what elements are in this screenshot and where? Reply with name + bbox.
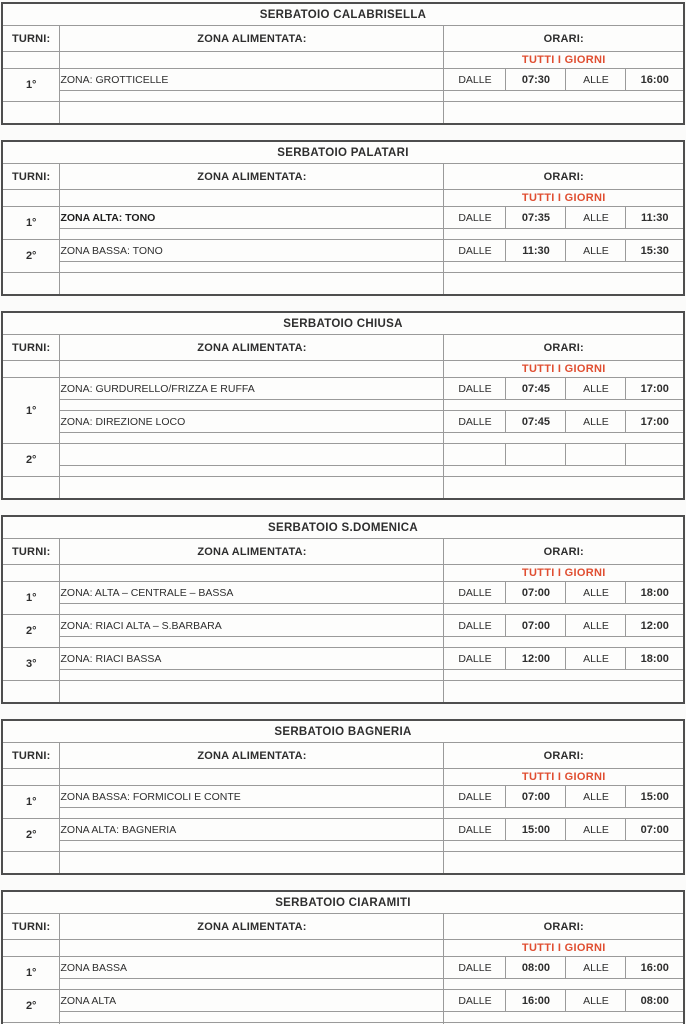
- dalle-time: 07:00: [506, 786, 566, 808]
- schedule-table: [1, 719, 685, 875]
- zona-empty-cell: [60, 940, 444, 957]
- dalle-label: DALLE: [444, 819, 506, 841]
- alle-label: ALLE: [566, 582, 626, 604]
- orari-spacer-cell: [444, 604, 684, 615]
- zona-cell: ZONA: DIREZIONE LOCO: [60, 411, 444, 433]
- zona-empty-cell: [60, 361, 444, 378]
- turni-bottom-cell: [2, 852, 60, 875]
- turni-empty-cell: [2, 769, 60, 786]
- zona-spacer-cell: [60, 466, 444, 477]
- dalle-time: 15:00: [506, 819, 566, 841]
- orari-header: ORARI:: [444, 743, 684, 769]
- orari-bottom-cell: [444, 102, 684, 125]
- zona-alimentata-header: ZONA ALIMENTATA:: [60, 914, 444, 940]
- serbatoio-section: [0, 704, 686, 875]
- alle-label: [566, 444, 626, 466]
- turni-header: TURNI:: [2, 539, 60, 565]
- zona-spacer-cell: [60, 433, 444, 444]
- turno-label: 2°: [2, 615, 60, 648]
- zona-spacer-cell: [60, 979, 444, 990]
- alle-label: ALLE: [566, 240, 626, 262]
- tutti-i-giorni-label: TUTTI I GIORNI: [444, 769, 684, 786]
- alle-label: ALLE: [566, 786, 626, 808]
- orari-spacer-cell: [444, 637, 684, 648]
- orari-spacer-cell: [444, 979, 684, 990]
- orari-bottom-cell: [444, 852, 684, 875]
- zona-empty-cell: [60, 769, 444, 786]
- alle-label: ALLE: [566, 207, 626, 229]
- dalle-label: DALLE: [444, 615, 506, 637]
- dalle-label: DALLE: [444, 378, 506, 400]
- alle-time: 08:00: [626, 990, 684, 1012]
- alle-time: [626, 444, 684, 466]
- turni-header: TURNI:: [2, 914, 60, 940]
- dalle-time: [506, 444, 566, 466]
- zona-cell: ZONA ALTA: [60, 990, 444, 1012]
- alle-time: 15:30: [626, 240, 684, 262]
- alle-time: 16:00: [626, 957, 684, 979]
- tutti-i-giorni-label: TUTTI I GIORNI: [444, 565, 684, 582]
- zona-cell: ZONA: GROTTICELLE: [60, 69, 444, 91]
- dalle-label: DALLE: [444, 648, 506, 670]
- alle-time: 12:00: [626, 615, 684, 637]
- zona-spacer-cell: [60, 808, 444, 819]
- zona-spacer-cell: [60, 262, 444, 273]
- orari-spacer-cell: [444, 91, 684, 102]
- orari-spacer-cell: [444, 400, 684, 411]
- dalle-time: 07:00: [506, 582, 566, 604]
- serbatoio-section: [0, 875, 686, 1024]
- dalle-label: DALLE: [444, 990, 506, 1012]
- tutti-i-giorni-label: TUTTI I GIORNI: [444, 52, 684, 69]
- dalle-label: DALLE: [444, 411, 506, 433]
- turno-label: 2°: [2, 990, 60, 1023]
- zona-empty-cell: [60, 52, 444, 69]
- orari-bottom-cell: [444, 273, 684, 296]
- orari-spacer-cell: [444, 229, 684, 240]
- tutti-i-giorni-label: TUTTI I GIORNI: [444, 190, 684, 207]
- turno-label: 1°: [2, 69, 60, 102]
- table-title: SERBATOIO CALABRISELLA: [2, 3, 684, 26]
- zona-cell: [60, 444, 444, 466]
- alle-time: 07:00: [626, 819, 684, 841]
- serbatoio-section: [0, 500, 686, 704]
- tutti-i-giorni-label: TUTTI I GIORNI: [444, 940, 684, 957]
- alle-time: 15:00: [626, 786, 684, 808]
- dalle-label: DALLE: [444, 69, 506, 91]
- turni-empty-cell: [2, 52, 60, 69]
- orari-spacer-cell: [444, 841, 684, 852]
- alle-time: 17:00: [626, 378, 684, 400]
- serbatoio-section: [0, 0, 686, 125]
- zona-spacer-cell: [60, 841, 444, 852]
- alle-label: ALLE: [566, 378, 626, 400]
- zona-alimentata-header: ZONA ALIMENTATA:: [60, 335, 444, 361]
- turno-label: 1°: [2, 786, 60, 819]
- zona-spacer-cell: [60, 229, 444, 240]
- orari-spacer-cell: [444, 808, 684, 819]
- zona-empty-cell: [60, 565, 444, 582]
- zona-spacer-cell: [60, 670, 444, 681]
- dalle-time: 12:00: [506, 648, 566, 670]
- turno-label: 2°: [2, 240, 60, 273]
- alle-time: 18:00: [626, 582, 684, 604]
- schedule-table: [1, 2, 685, 125]
- dalle-time: 07:45: [506, 378, 566, 400]
- schedule-table: [1, 515, 685, 704]
- schedule-table: [1, 311, 685, 500]
- zona-cell: ZONA BASSA: FORMICOLI E CONTE: [60, 786, 444, 808]
- dalle-time: 08:00: [506, 957, 566, 979]
- alle-time: 18:00: [626, 648, 684, 670]
- alle-label: ALLE: [566, 615, 626, 637]
- orari-header: ORARI:: [444, 914, 684, 940]
- turno-label: 1°: [2, 582, 60, 615]
- turni-empty-cell: [2, 940, 60, 957]
- orari-spacer-cell: [444, 466, 684, 477]
- orari-spacer-cell: [444, 1012, 684, 1023]
- dalle-time: 07:00: [506, 615, 566, 637]
- orari-spacer-cell: [444, 670, 684, 681]
- turni-bottom-cell: [2, 102, 60, 125]
- turno-label: 2°: [2, 819, 60, 852]
- zona-empty-cell: [60, 190, 444, 207]
- alle-time: 17:00: [626, 411, 684, 433]
- zona-cell: ZONA BASSA: TONO: [60, 240, 444, 262]
- orari-spacer-cell: [444, 433, 684, 444]
- dalle-time: 11:30: [506, 240, 566, 262]
- dalle-label: DALLE: [444, 957, 506, 979]
- turno-label: 1°: [2, 378, 60, 444]
- alle-label: ALLE: [566, 990, 626, 1012]
- zona-cell: ZONA: RIACI BASSA: [60, 648, 444, 670]
- dalle-label: DALLE: [444, 786, 506, 808]
- turni-empty-cell: [2, 190, 60, 207]
- alle-label: ALLE: [566, 819, 626, 841]
- zona-bottom-cell: [60, 852, 444, 875]
- alle-label: ALLE: [566, 69, 626, 91]
- zona-alimentata-header: ZONA ALIMENTATA:: [60, 164, 444, 190]
- alle-label: ALLE: [566, 648, 626, 670]
- alle-label: ALLE: [566, 957, 626, 979]
- zona-bottom-cell: [60, 477, 444, 500]
- dalle-label: DALLE: [444, 582, 506, 604]
- turni-empty-cell: [2, 361, 60, 378]
- table-title: SERBATOIO BAGNERIA: [2, 720, 684, 743]
- dalle-time: 16:00: [506, 990, 566, 1012]
- orari-spacer-cell: [444, 262, 684, 273]
- zona-bottom-cell: [60, 273, 444, 296]
- turni-header: TURNI:: [2, 335, 60, 361]
- orari-header: ORARI:: [444, 164, 684, 190]
- orari-bottom-cell: [444, 477, 684, 500]
- zona-alimentata-header: ZONA ALIMENTATA:: [60, 743, 444, 769]
- orari-header: ORARI:: [444, 335, 684, 361]
- turno-label: 2°: [2, 444, 60, 477]
- zona-spacer-cell: [60, 1012, 444, 1023]
- zona-cell: ZONA: GURDURELLO/FRIZZA E RUFFA: [60, 378, 444, 400]
- zona-bottom-cell: [60, 681, 444, 704]
- alle-time: 16:00: [626, 69, 684, 91]
- turno-label: 3°: [2, 648, 60, 681]
- dalle-time: 07:45: [506, 411, 566, 433]
- orari-header: ORARI:: [444, 26, 684, 52]
- table-title: SERBATOIO PALATARI: [2, 141, 684, 164]
- turni-bottom-cell: [2, 273, 60, 296]
- zona-cell: ZONA ALTA: BAGNERIA: [60, 819, 444, 841]
- turno-label: 1°: [2, 207, 60, 240]
- turno-label: 1°: [2, 957, 60, 990]
- turni-bottom-cell: [2, 477, 60, 500]
- zona-cell: ZONA ALTA: TONO: [60, 207, 444, 229]
- alle-time: 11:30: [626, 207, 684, 229]
- dalle-label: [444, 444, 506, 466]
- schedule-table: [1, 890, 685, 1024]
- serbatoio-section: [0, 296, 686, 500]
- zona-spacer-cell: [60, 400, 444, 411]
- zona-bottom-cell: [60, 102, 444, 125]
- zona-alimentata-header: ZONA ALIMENTATA:: [60, 26, 444, 52]
- zona-alimentata-header: ZONA ALIMENTATA:: [60, 539, 444, 565]
- dalle-time: 07:35: [506, 207, 566, 229]
- turni-header: TURNI:: [2, 164, 60, 190]
- turni-header: TURNI:: [2, 743, 60, 769]
- zona-cell: ZONA: RIACI ALTA – S.BARBARA: [60, 615, 444, 637]
- serbatoio-section: [0, 125, 686, 296]
- zona-spacer-cell: [60, 91, 444, 102]
- schedule-table: [1, 140, 685, 296]
- table-title: SERBATOIO CIARAMITI: [2, 891, 684, 914]
- zona-cell: ZONA BASSA: [60, 957, 444, 979]
- dalle-label: DALLE: [444, 207, 506, 229]
- zona-spacer-cell: [60, 637, 444, 648]
- orari-bottom-cell: [444, 681, 684, 704]
- turni-bottom-cell: [2, 681, 60, 704]
- zona-spacer-cell: [60, 604, 444, 615]
- dalle-time: 07:30: [506, 69, 566, 91]
- alle-label: ALLE: [566, 411, 626, 433]
- turni-empty-cell: [2, 565, 60, 582]
- tutti-i-giorni-label: TUTTI I GIORNI: [444, 361, 684, 378]
- table-title: SERBATOIO S.DOMENICA: [2, 516, 684, 539]
- orari-header: ORARI:: [444, 539, 684, 565]
- zona-cell: ZONA: ALTA – CENTRALE – BASSA: [60, 582, 444, 604]
- turni-header: TURNI:: [2, 26, 60, 52]
- table-title: SERBATOIO CHIUSA: [2, 312, 684, 335]
- dalle-label: DALLE: [444, 240, 506, 262]
